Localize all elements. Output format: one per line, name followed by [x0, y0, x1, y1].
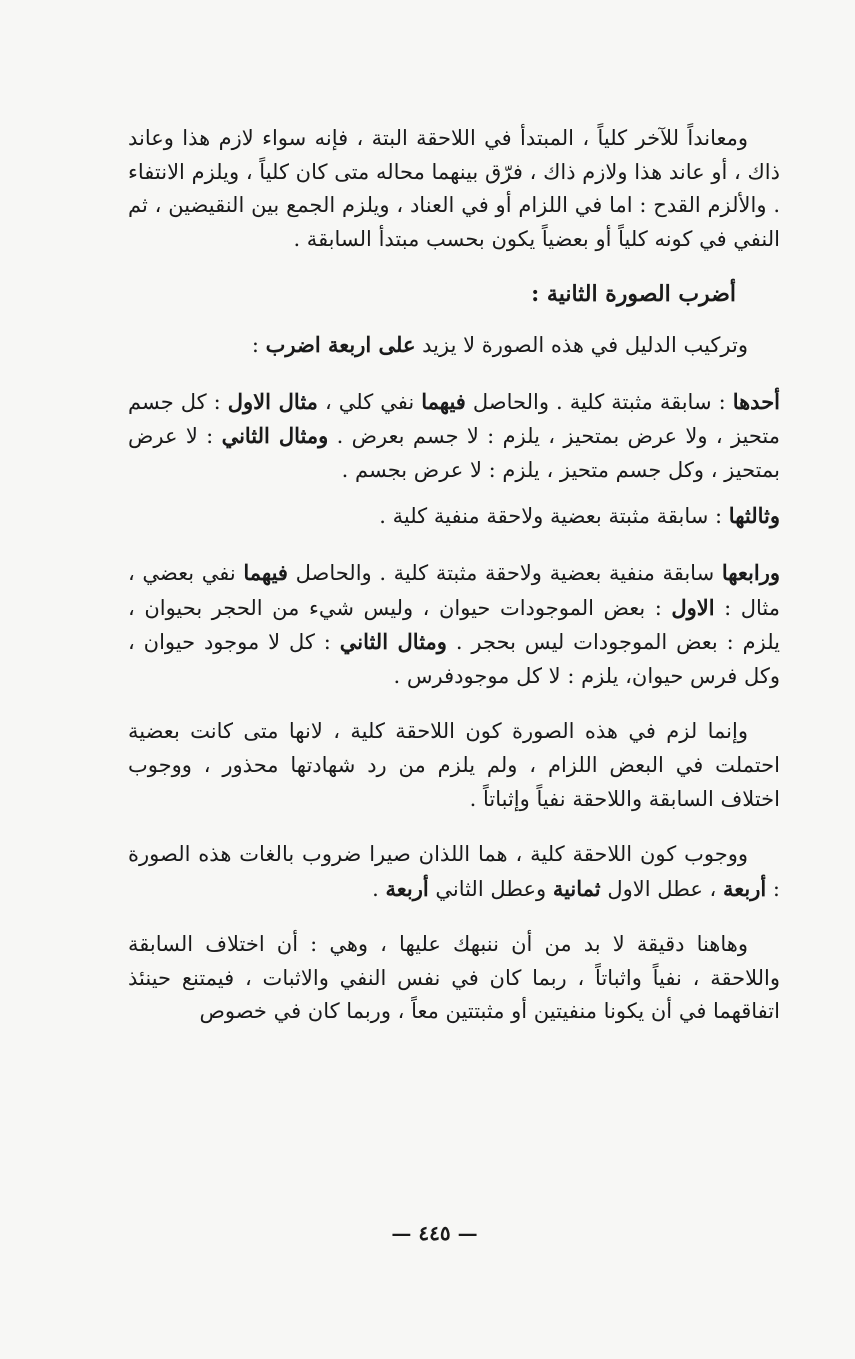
term-example-second: ومثال الثاني — [221, 423, 329, 449]
paragraph-4-text: : سابقة مثبتة بعضية ولاحقة منفية كلية . — [379, 504, 729, 529]
paragraph-7-text-1: ووجوب كون اللاحقة كلية ، هما اللذان صيرا ضروب بالغات هذه الصورة : — [128, 842, 780, 901]
term-example-first: مثال الاول — [227, 388, 318, 414]
paragraph-7-text-3: وعطل الثاني — [428, 876, 553, 901]
paragraph-5-text-2: نفي بعضي ، مثال : — [128, 560, 780, 620]
paragraph-4 — [128, 499, 780, 534]
page-body — [128, 122, 780, 1051]
term-first: أحدها — [732, 388, 781, 414]
paragraph-7-text-2: ، عطل الاول — [600, 876, 724, 901]
paragraph-5-text-1: سابقة منفية بعضية ولاحقة مثبتة كلية . والحاصل — [287, 560, 722, 585]
paragraph-3-text-4: : لا عرض بمتحيز ، وكل جسم متحيز ، يلزم : لا عرض بجسم . — [128, 424, 780, 482]
section-heading — [128, 278, 780, 312]
paragraph-8 — [128, 928, 780, 1029]
term-eight: ثمانية — [552, 875, 601, 901]
paragraph-2-text: وتركيب الدليل في هذه الصورة لا يزيد — [415, 332, 748, 357]
term-third: وثالثها — [728, 503, 780, 529]
paragraph-8-text: وهاهنا دقيقة لا بد من أن ننبهك عليها ، وهي : أن اختلاف السابقة واللاحقة ، نفياً واثباتاً ، ربما كان في نفس النفي والاثبات ، فيمتنع حينئذ اتفاقهما في أن يكونا منفيتين أو مثبتتين معاً ، وربما كان في خصوص — [128, 932, 780, 1024]
page-number: — ٤٤٥ — — [391, 1221, 478, 1245]
term-four-1: أربعة — [723, 875, 767, 901]
paragraph-2-end: : — [251, 332, 266, 357]
paragraph-6 — [128, 715, 780, 816]
paragraph-1 — [128, 122, 780, 256]
paragraph-3 — [128, 385, 780, 488]
paragraph-7 — [128, 838, 780, 906]
paragraph-1-text: ومعانداً للآخر كلياً ، المبتدأ في اللاحقة البتة ، فإنه سواء لازم هذا وعاند ذاك ، أو عاند هذا ولازم ذاك ، فرّق بينهما محاله متى كان كلياً ، ويلزم الانتفاء . والألزم القدح : اما في اللزام أو في العناد ، ويلزم الجمع بين النقيضين ، ثم النفي في كونه كلياً أو بعضياً يكون بحسب مبتدأ السابقة . — [128, 126, 780, 251]
paragraph-3-text-3: : كل جسم متحيز ، ولا عرض بمتحيز ، يلزم : لا جسم بعرض . — [128, 389, 781, 449]
paragraph-3-text-2: نفي كلي ، — [317, 389, 422, 414]
term-fourth: ورابعها — [721, 559, 780, 585]
paragraph-2 — [128, 328, 780, 363]
term-fihima-2: فيهما — [243, 559, 288, 585]
paragraph-5 — [128, 556, 780, 693]
term-second-example: ومثال الثاني — [339, 629, 447, 655]
term-first-example: الاول — [671, 594, 715, 620]
term-fihima-1: فيهما — [421, 388, 466, 414]
term-four-2: أربعة — [385, 875, 429, 901]
paragraph-3-text-1: : سابقة مثبتة كلية . والحاصل — [465, 389, 733, 414]
paragraph-5-text-3: : بعض الموجودات حيوان ، وليس شيء من الحجر بحيوان ، يلزم : بعض الموجودات ليس بحجر . — [128, 595, 780, 655]
section-heading-text: أضرب الصورة الثانية : — [531, 281, 736, 308]
paragraph-2-bold: على اربعة اضرب — [265, 331, 416, 357]
paragraph-6-text: وإنما لزم في هذه الصورة كون اللاحقة كلية ، لانها متى كانت بعضية احتملت في البعض اللزام ، ولم يلزم من رد شهادتها محذور ، ووجوب اختلاف السابقة واللاحقة نفياً وإثباتاً . — [128, 719, 780, 811]
paragraph-5-text-4: : كل لا موجود حيوان ، وكل فرس حيوان، يلزم : لا كل موجودفرس . — [128, 630, 780, 688]
paragraph-7-text-4: . — [372, 876, 386, 901]
